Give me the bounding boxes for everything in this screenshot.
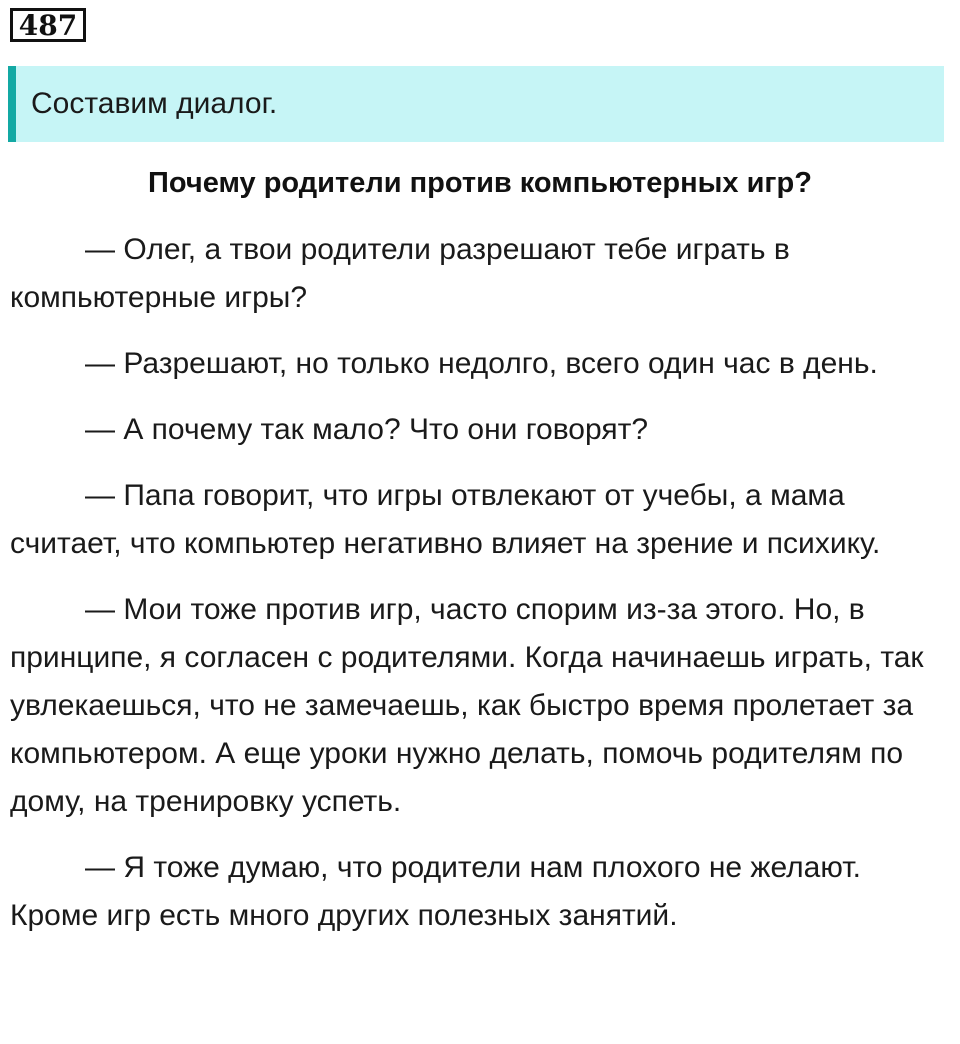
dialog-title: Почему родители против компьютерных игр?: [148, 167, 812, 199]
dialog-line-3: — А почему так мало? Что они говорят?: [85, 413, 648, 446]
instruction-text: Составим диалог.: [31, 87, 278, 120]
dialog-line-6: — Я тоже думаю, что родители нам плохого не желают. Кроме игр есть много других полезных занятий.: [10, 851, 861, 932]
task-number-box: 487: [10, 8, 86, 42]
dialog-line-4: — Папа говорит, что игры отвлекают от учебы, а мама считает, что компьютер негативно влияет на зрение и психику.: [10, 479, 881, 560]
dialog-line-2: — Разрешают, но только недолго, всего один час в день.: [85, 347, 878, 380]
dialog-line-1: — Олег, а твои родители разрешают тебе играть в компьютерные игры?: [10, 233, 790, 314]
instruction-banner: [8, 66, 944, 142]
dialog-line-5: — Мои тоже против игр, часто спорим из-за этого. Но, в принципе, я согласен с родителями. Когда начинаешь играть, так увлекаешься, что не замечаешь, как быстро время пролетает за компьютером. А еще уроки нужно делать, помочь родителям по дому, на тренировку успеть.: [10, 593, 924, 818]
dialog-body: [10, 226, 955, 958]
